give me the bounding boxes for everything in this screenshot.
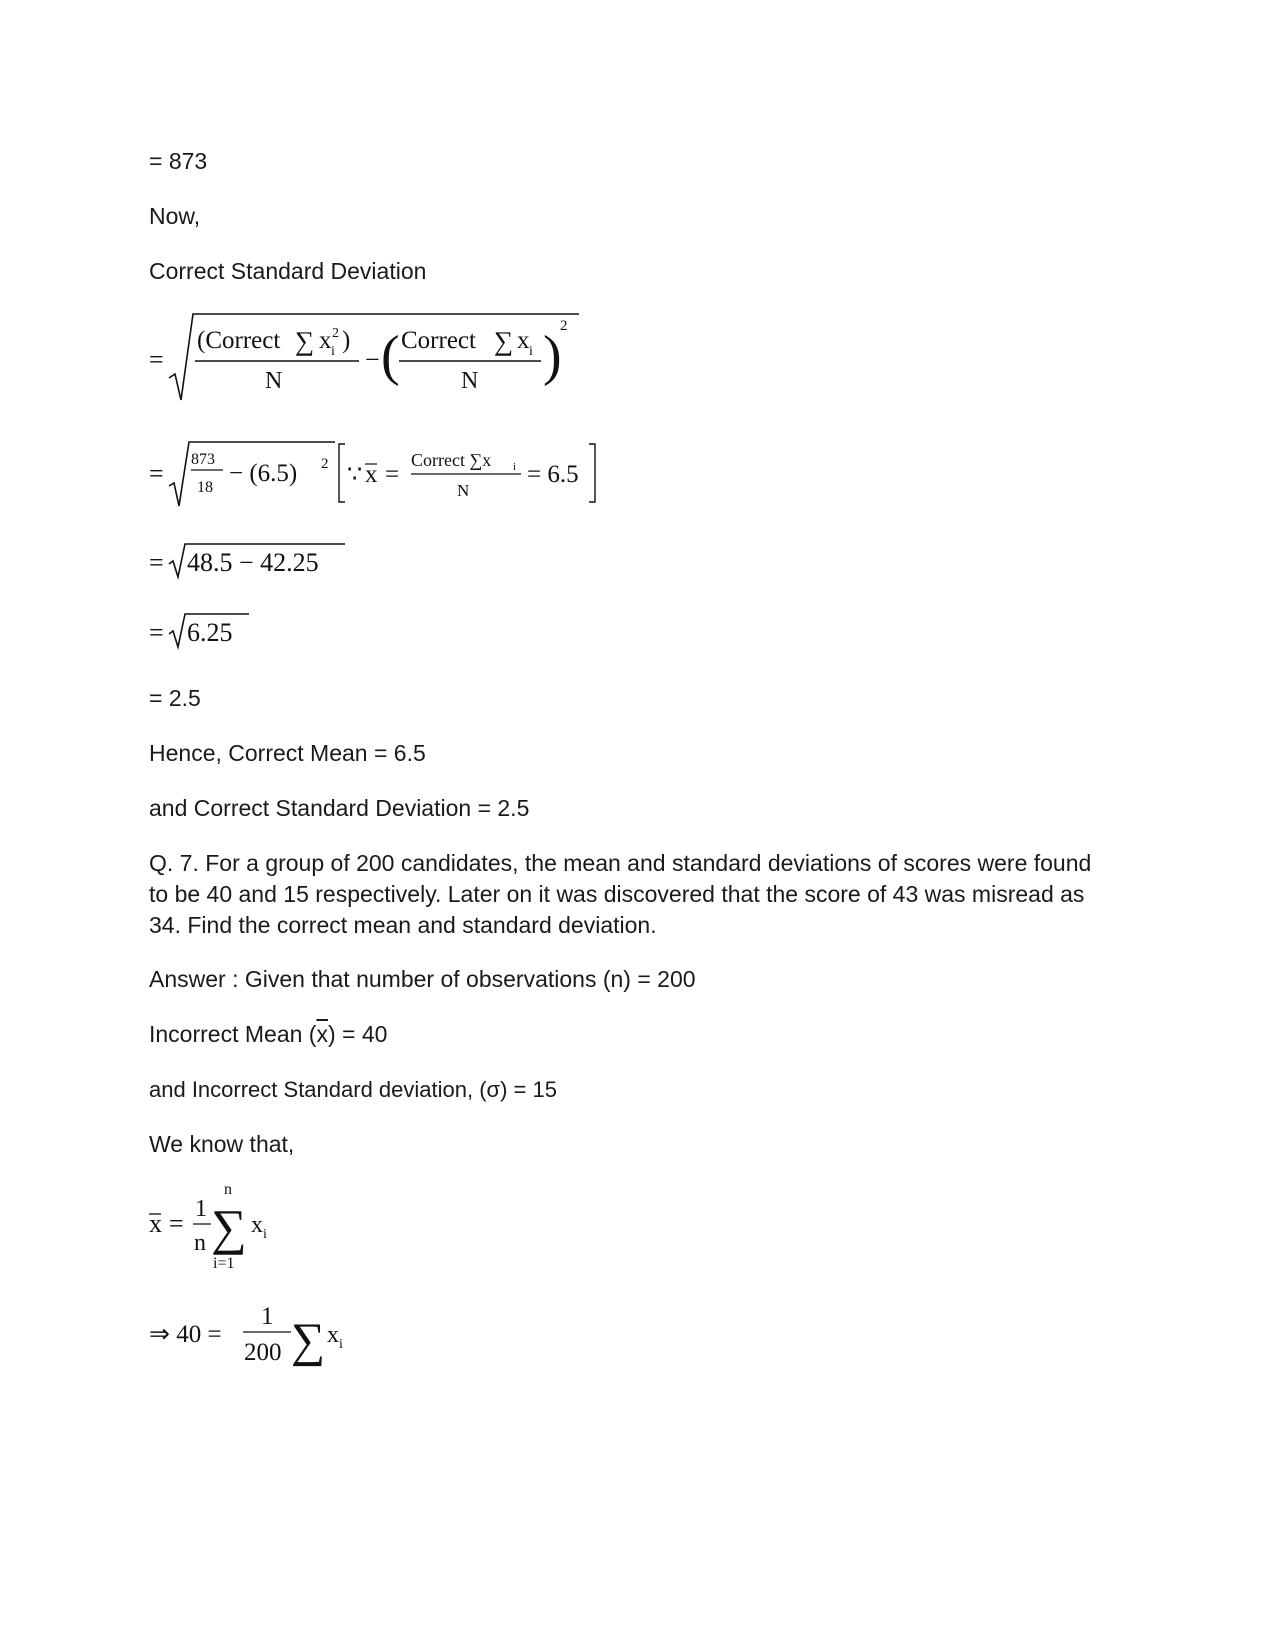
f5-xbar: x (149, 1209, 162, 1238)
f6-sub-i: i (339, 1337, 343, 1352)
f1-num1: (Correct (197, 327, 281, 354)
f1-right-paren: ) (543, 325, 562, 387)
f1-sigma-2: ∑ (494, 326, 514, 356)
text-incorrect-mean (149, 1019, 387, 1050)
f6-arrow: ⇒ 40 = (149, 1321, 222, 1348)
incorrect-mean-prefix: Incorrect Mean ( (149, 1021, 317, 1047)
f4-equals: = (149, 618, 164, 647)
formula-correct-sd-general (149, 308, 589, 408)
incorrect-mean-suffix: ) = 40 (327, 1021, 388, 1047)
text-we-know: We know that, (149, 1131, 295, 1157)
f6-den: 200 (244, 1339, 282, 1366)
f2-frac-den: N (457, 481, 470, 500)
f1-sub-i-2: i (529, 344, 533, 359)
text-equals-873: = 873 (149, 148, 208, 174)
f5-one: 1 (195, 1196, 207, 1222)
text-correct-sd-result: and Correct Standard Deviation = 2.5 (149, 795, 530, 821)
f1-x-2: x (517, 327, 530, 354)
f1-close-paren: ) (342, 327, 351, 354)
f2-xbar: x (365, 461, 378, 488)
f5-lower: i=1 (213, 1255, 235, 1272)
formula-substituted (149, 436, 619, 516)
f1-num2: Correct (401, 327, 476, 354)
text-correct-sd-heading: Correct Standard Deviation (149, 258, 427, 284)
f1-equals: = (149, 345, 164, 374)
f2-left-bracket (339, 444, 345, 502)
f2-frac-num-sub: i (513, 461, 517, 473)
text-equals-2-5: = 2.5 (149, 685, 201, 711)
f2-minus-term: − (6.5) (229, 460, 298, 487)
f2-eq2: = (385, 461, 400, 488)
f1-sup-2: 2 (332, 326, 339, 341)
f1-den-1: N (265, 368, 283, 394)
f3-radicand: 48.5 − 42.25 (187, 548, 319, 577)
text-incorrect-sd: and Incorrect Standard deviation, (σ) = 15 (149, 1077, 557, 1102)
question-7: Q. 7. For a group of 200 candidates, the mean and standard deviations of scores were found to be 40 and 15 respectively. Later on it was discovered that the score of 43 was misread as 34. Find the correct mean and standard deviation. (149, 850, 1092, 938)
text-now: Now, (149, 203, 201, 229)
f5-equals: = (169, 1209, 184, 1238)
f1-left-paren: ( (381, 325, 400, 387)
f6-one: 1 (261, 1303, 274, 1330)
f4-radicand: 6.25 (187, 618, 233, 647)
f5-upper: n (224, 1181, 232, 1198)
text-answer: Answer : Given that number of observations (n) = 200 (149, 966, 696, 992)
f6-sigma: ∑ (291, 1314, 326, 1367)
f5-n: n (194, 1230, 206, 1256)
f5-x: x (251, 1212, 263, 1238)
f2-result: = 6.5 (527, 461, 579, 488)
f5-sigma: ∑ (211, 1199, 247, 1255)
formula-mean-definition (149, 1180, 289, 1272)
f6-x: x (327, 1322, 339, 1348)
formula-40-equals (149, 1298, 369, 1372)
f1-minus: − (365, 345, 380, 374)
f2-sup: 2 (321, 456, 329, 472)
f1-exp-2: 2 (560, 318, 568, 334)
f1-x: x (319, 327, 332, 354)
f1-sigma: ∑ (295, 326, 315, 356)
text-hence-correct-mean: Hence, Correct Mean = 6.5 (149, 740, 426, 766)
f2-num: 873 (191, 451, 215, 468)
f1-den-2: N (461, 368, 479, 394)
f2-because: ∵ (347, 462, 363, 488)
f5-sub-i: i (263, 1227, 267, 1242)
formula-sqrt-48-5 (149, 540, 359, 584)
formula-sqrt-6-25 (149, 610, 259, 654)
f2-equals: = (149, 459, 164, 488)
f2-frac-num: Correct ∑x (411, 450, 492, 470)
f2-right-bracket (589, 444, 595, 502)
f1-sub-i: i (331, 344, 335, 359)
f2-den: 18 (197, 479, 213, 496)
incorrect-mean-xbar: $\overline{x}$ (316, 1021, 328, 1047)
f3-equals: = (149, 548, 164, 577)
